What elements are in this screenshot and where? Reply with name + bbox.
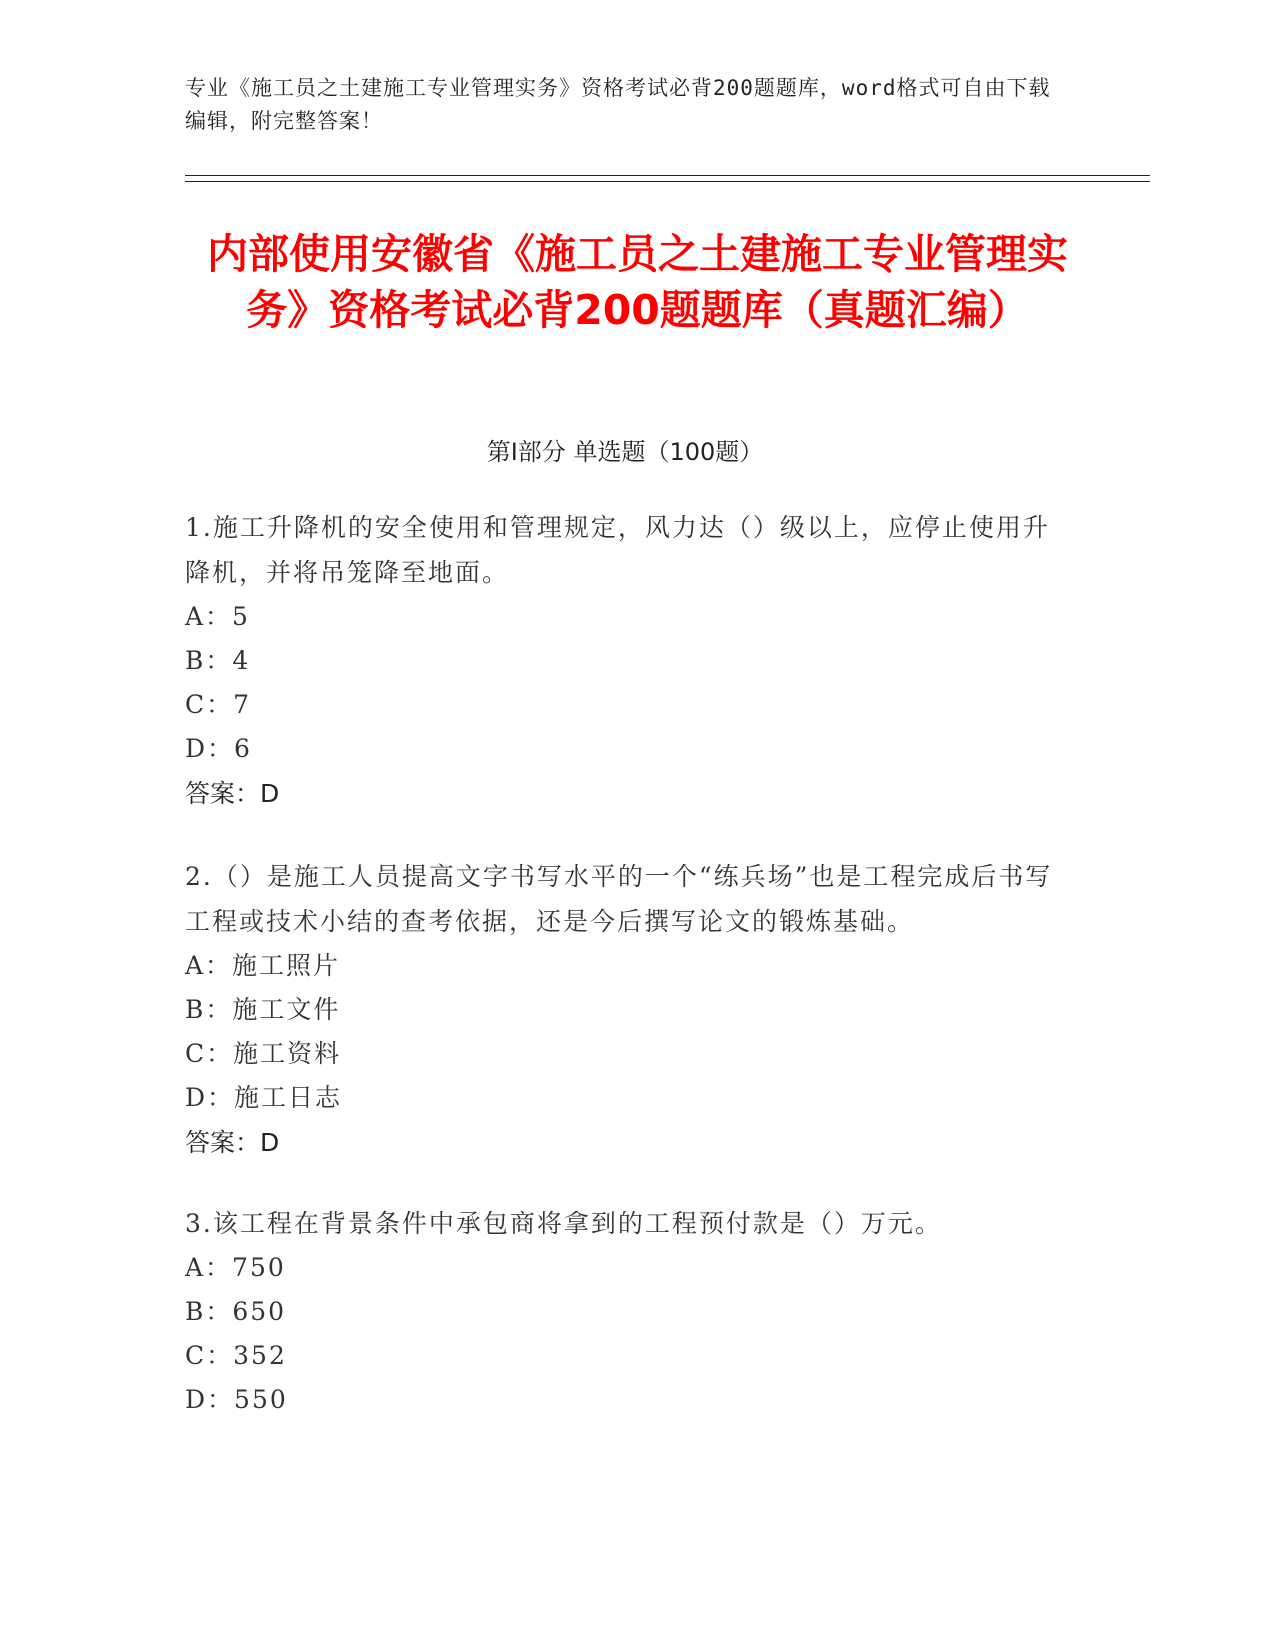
header-divider-top: [185, 175, 1150, 176]
question-stem: 3.该工程在背景条件中承包商将拿到的工程预付款是（）万元。: [185, 1209, 942, 1238]
option-d: D：施工日志: [185, 1083, 343, 1112]
option-b: B：650: [185, 1297, 287, 1326]
question-stem: 1.施工升降机的安全使用和管理规定，风力达（）级以上，应停止使用升降机，并将吊笼降至地面。: [185, 513, 1050, 587]
section-title: 第Ⅰ部分 单选题（100题）: [486, 438, 764, 466]
answer-line: 答案：D: [185, 1128, 280, 1157]
header-note: 专业《施工员之土建施工专业管理实务》资格考试必背200题题库，word格式可自由下载编辑，附完整答案！: [185, 76, 1051, 133]
option-c: C：施工资料: [185, 1039, 342, 1068]
option-c: C：7: [185, 690, 252, 719]
answer-line: 答案：D: [185, 779, 280, 808]
question-stem: 2.（）是施工人员提高文字书写水平的一个“练兵场”也是工程完成后书写工程或技术小结的查考依据，还是今后撰写论文的锻炼基础。: [185, 862, 1053, 936]
option-d: D：550: [185, 1385, 288, 1414]
question-item: [185, 505, 1065, 817]
question-item: [185, 1201, 1065, 1422]
option-c: C：352: [185, 1341, 287, 1370]
option-a: A：5: [185, 602, 250, 631]
option-d: D：6: [185, 734, 252, 763]
document-title: 内部使用安徽省《施工员之土建施工专业管理实务》资格考试必背200题题库（真题汇编）: [207, 230, 1068, 334]
question-item: [185, 854, 1065, 1166]
header-divider-bottom: [185, 181, 1150, 182]
option-a: A：750: [185, 1253, 286, 1282]
option-a: A：施工照片: [185, 951, 341, 980]
option-b: B：4: [185, 646, 251, 675]
option-b: B：施工文件: [185, 995, 341, 1024]
